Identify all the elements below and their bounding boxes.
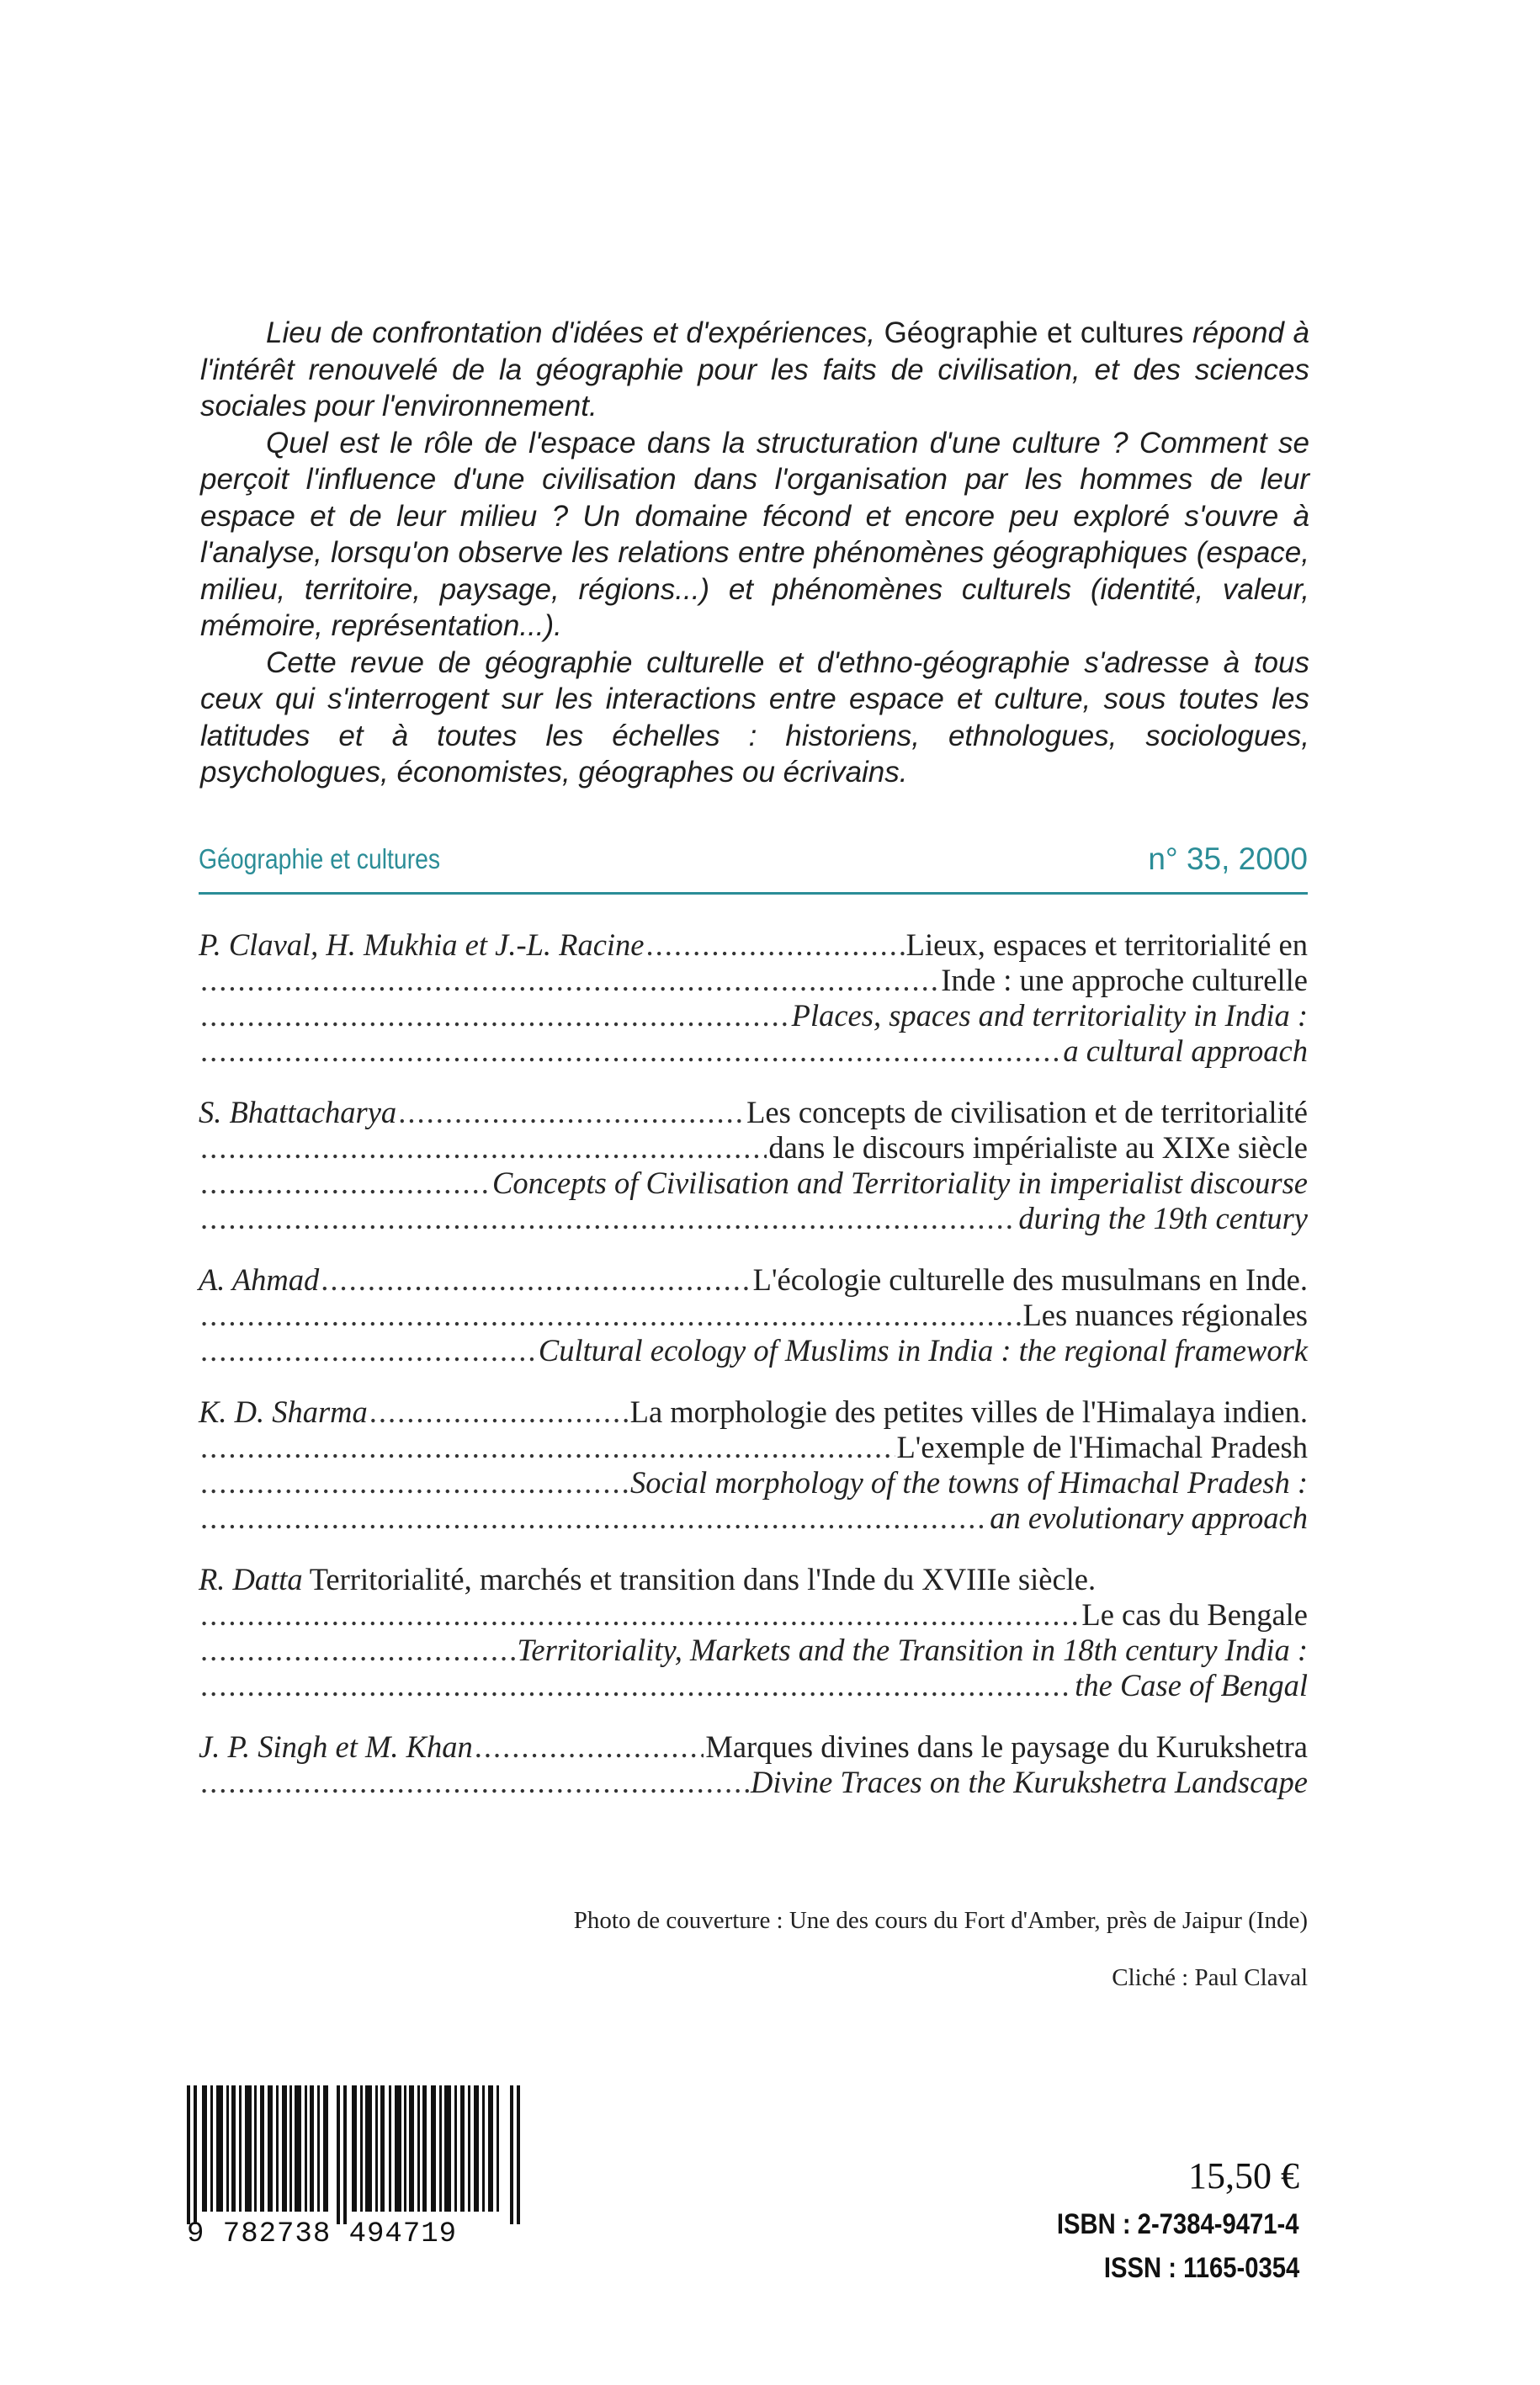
toc-leader xyxy=(200,1633,515,1668)
toc-leader xyxy=(200,1130,767,1166)
toc-title-en: during the 19th century xyxy=(1018,1201,1308,1235)
toc-line xyxy=(199,1166,1308,1201)
intro-rest: répond à l'intérêt renouvelé de la géographie pour les faits de civilisation, et des sciences sociales pour l'environnement. xyxy=(200,316,1309,422)
toc-title: La morphologie des petites villes de l'Himalaya indien. xyxy=(629,1394,1308,1429)
toc-line xyxy=(199,1501,1308,1536)
toc-leader xyxy=(200,1668,1073,1703)
toc-line xyxy=(199,1430,1308,1465)
toc-title: Territorialité, marchés et transition dans l'Inde du XVIIIe siècle. xyxy=(309,1562,1097,1596)
toc-author: P. Claval, H. Mukhia et J.-L. Racine xyxy=(199,927,645,962)
intro-paragraph-2: Quel est le rôle de l'espace dans la structuration d'une culture ? Comment se perçoit l'influence d'une civilisation dans l'organisation par les hommes de leur espace et de leur milieu ? Un domaine fécond et encore peu exploré s'ouvre à l'analyse, lorsqu'on observe les relations entre phénomènes géographiques (espace, milieu, territoire, paysage, régions...) et phénomènes culturels (identité, valeur, mémoire, représentation...). xyxy=(200,426,1309,642)
table-of-contents xyxy=(199,927,1308,1826)
toc-author: S. Bhattacharya xyxy=(199,1095,397,1129)
toc-leader xyxy=(200,1501,988,1536)
toc-line xyxy=(199,1562,1308,1597)
toc-line xyxy=(199,1298,1308,1333)
toc-entry xyxy=(199,1095,1308,1236)
toc-title: L'exemple de l'Himachal Pradesh xyxy=(896,1430,1308,1464)
barcode-number: 9 782738 494719 xyxy=(187,2218,458,2250)
toc-entry xyxy=(199,1262,1308,1368)
toc-title: Les nuances régionales xyxy=(1022,1298,1308,1332)
isbn: ISBN : 2-7384-9471-4 xyxy=(1057,2208,1299,2240)
toc-entry xyxy=(199,1729,1308,1800)
toc-leader xyxy=(475,1729,704,1765)
toc-line xyxy=(199,1597,1308,1633)
toc-title: L'écologie culturelle des musulmans en Inde. xyxy=(752,1262,1308,1297)
toc-title-en: Places, spaces and territoriality in India : xyxy=(791,998,1308,1033)
toc-title-en: Cultural ecology of Muslims in India : the regional framework xyxy=(538,1333,1308,1368)
toc-title: Marques divines dans le paysage du Kurukshetra xyxy=(705,1729,1308,1764)
toc-title: Les concepts de civilisation et de territorialité xyxy=(746,1095,1308,1129)
intro-text xyxy=(200,315,1309,791)
toc-title: dans le discours impérialiste au XIXe siècle xyxy=(768,1130,1308,1165)
toc-leader xyxy=(200,1597,1080,1633)
intro-journal-name: Géographie et cultures xyxy=(874,316,1192,349)
toc-title-en: Concepts of Civilisation and Territoriality in imperialist discourse xyxy=(492,1166,1308,1200)
toc-title-en: an evolutionary approach xyxy=(990,1501,1308,1535)
toc-author: R. Datta xyxy=(199,1562,303,1596)
toc-line xyxy=(199,1668,1308,1703)
photo-cliche: Cliché : Paul Claval xyxy=(1112,1964,1308,1991)
toc-title: Lieux, espaces et territorialité en xyxy=(905,927,1308,962)
toc-line xyxy=(199,963,1308,998)
toc-leader xyxy=(200,1033,1061,1069)
barcode-icon xyxy=(187,2085,520,2224)
photo-credit: Photo de couverture : Une des cours du Fort d'Amber, près de Jaipur (Inde) xyxy=(573,1907,1308,1934)
toc-leader xyxy=(200,1465,629,1501)
toc-leader xyxy=(200,1166,491,1201)
toc-leader xyxy=(200,1765,749,1800)
toc-leader xyxy=(200,998,790,1033)
journal-header xyxy=(199,838,1308,895)
toc-leader xyxy=(369,1394,629,1430)
toc-title-en: the Case of Bengal xyxy=(1075,1668,1308,1702)
toc-author: K. D. Sharma xyxy=(199,1394,368,1429)
toc-line xyxy=(199,1095,1308,1130)
intro-lead: Lieu de confrontation d'idées et d'expériences, xyxy=(266,316,875,349)
toc-line xyxy=(199,927,1308,963)
toc-leader xyxy=(200,1201,1017,1236)
toc-author: J. P. Singh et M. Khan xyxy=(199,1729,473,1764)
toc-line xyxy=(199,998,1308,1033)
toc-title: Inde : une approche culturelle xyxy=(941,963,1308,997)
toc-leader xyxy=(200,1298,1022,1333)
toc-line xyxy=(199,1729,1308,1765)
toc-leader xyxy=(200,963,939,998)
toc-title-en: Territoriality, Markets and the Transition in 18th century India : xyxy=(517,1633,1308,1667)
toc-line xyxy=(199,1333,1308,1368)
toc-line xyxy=(199,1033,1308,1069)
journal-issue: n° 35, 2000 xyxy=(1148,842,1308,876)
toc-line xyxy=(199,1465,1308,1501)
toc-leader xyxy=(645,927,904,963)
toc-line xyxy=(199,1201,1308,1236)
toc-entry xyxy=(199,1562,1308,1703)
toc-leader xyxy=(398,1095,745,1130)
price: 15,50 € xyxy=(1188,2155,1299,2196)
toc-line xyxy=(199,1130,1308,1166)
intro-paragraph-1 xyxy=(200,315,1309,425)
toc-title-en: a cultural approach xyxy=(1063,1033,1308,1068)
issn: ISSN : 1165-0354 xyxy=(1103,2252,1299,2284)
toc-leader xyxy=(200,1430,895,1465)
toc-leader xyxy=(321,1262,751,1298)
toc-author: A. Ahmad xyxy=(199,1262,320,1297)
journal-title: Géographie et cultures xyxy=(199,843,441,874)
toc-entry xyxy=(199,1394,1308,1536)
toc-title-en: Social morphology of the towns of Himachal Pradesh : xyxy=(630,1465,1308,1500)
toc-line xyxy=(199,1262,1308,1298)
toc-title: Le cas du Bengale xyxy=(1081,1597,1308,1632)
toc-leader xyxy=(200,1333,537,1368)
intro-paragraph-3: Cette revue de géographie culturelle et d'ethno-géographie s'adresse à tous ceux qui s'interrogent sur les interactions entre espace et culture, sous toutes les latitudes et à toutes les échelles : historiens, ethnologues, sociologues, psychologues, économistes, géographes ou écrivains. xyxy=(200,645,1309,789)
toc-line xyxy=(199,1394,1308,1430)
toc-entry xyxy=(199,927,1308,1069)
toc-line xyxy=(199,1765,1308,1800)
toc-line xyxy=(199,1633,1308,1668)
toc-title-en: Divine Traces on the Kurukshetra Landscape xyxy=(750,1765,1308,1799)
